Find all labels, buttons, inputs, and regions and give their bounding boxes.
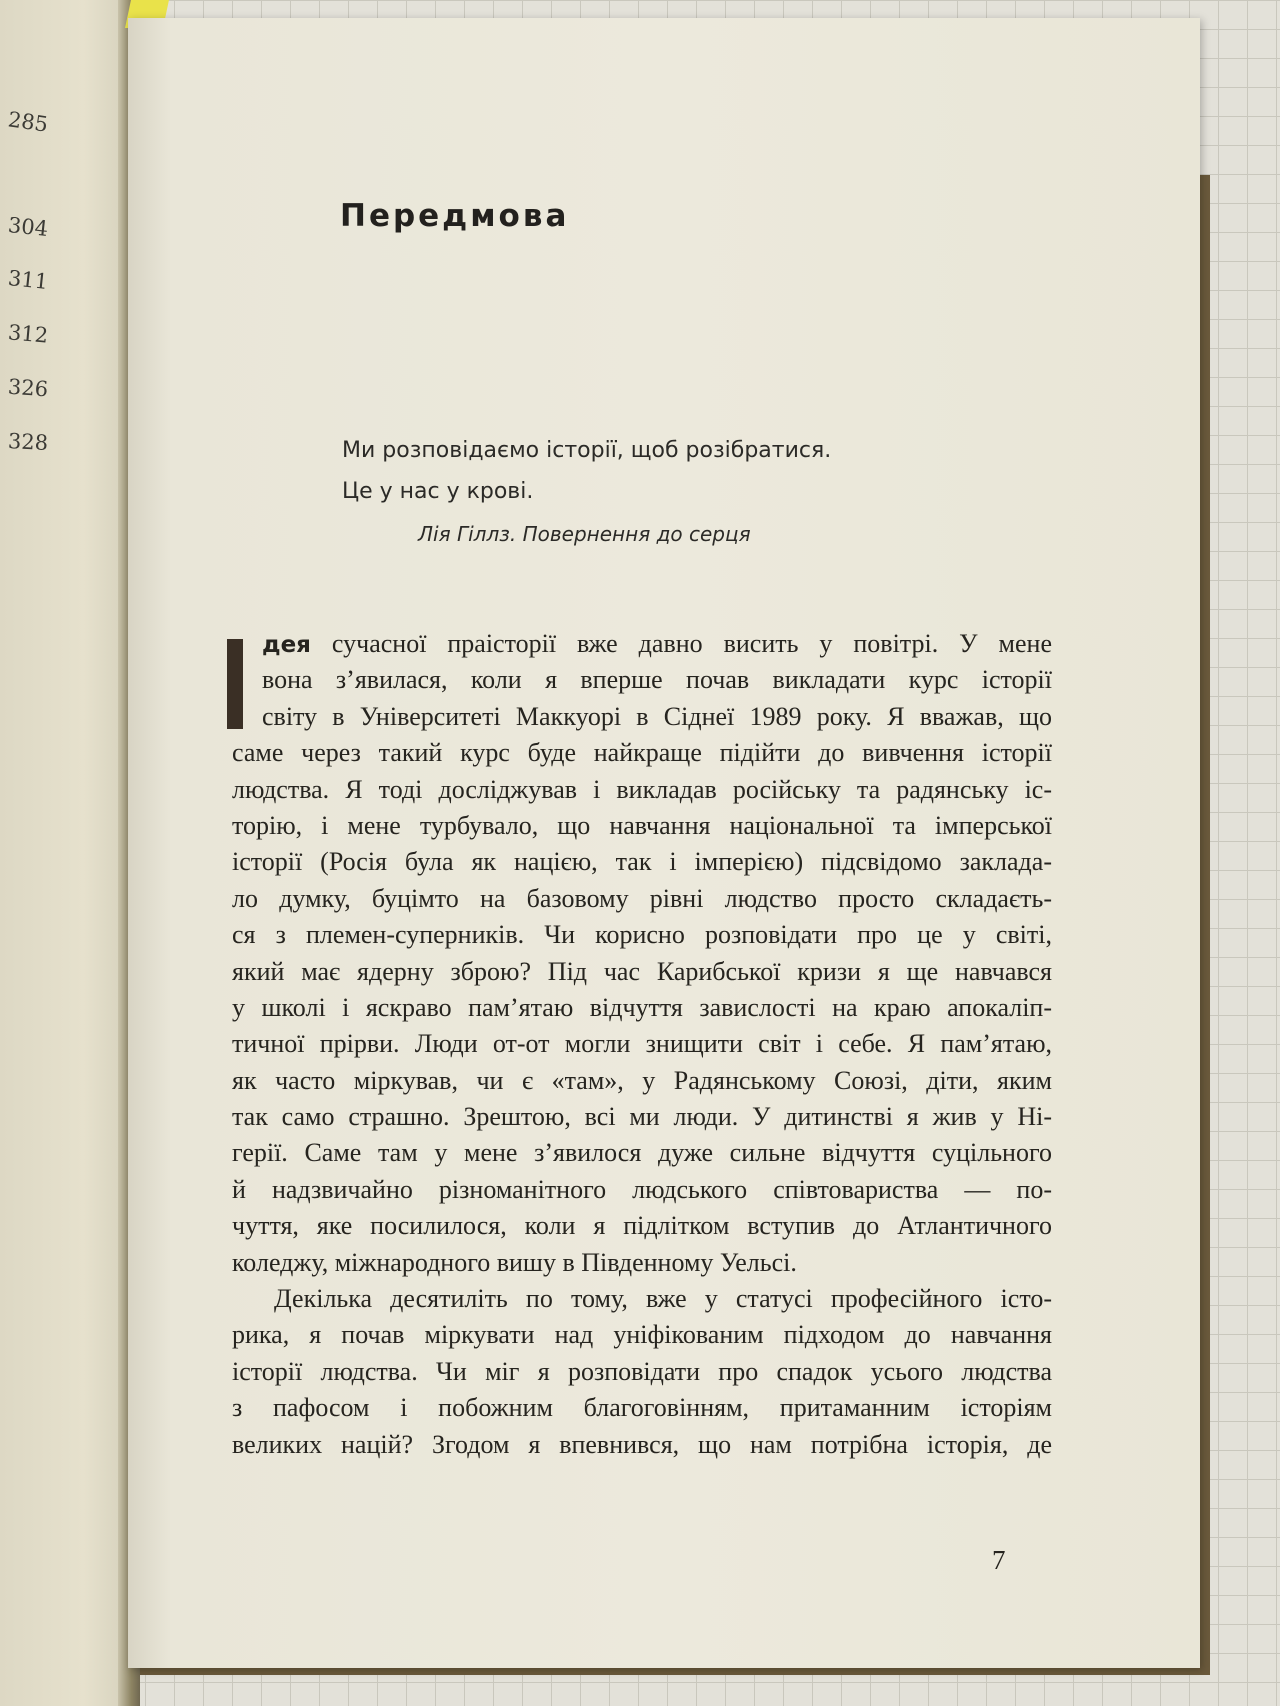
text-line: герії. Саме там у мене з’явилося дуже сильне відчуття суцільного	[232, 1138, 1052, 1168]
text-line: саме через такий курс буде найкраще підійти до вивчення історії	[232, 738, 1052, 768]
text-line: людства. Я тоді досліджував і викладав російську та радянську іс-	[232, 774, 1052, 804]
toc-page-number: 285	[6, 107, 50, 137]
text-line: й надзвичайно різноманітного людського співтовариства — по-	[232, 1174, 1052, 1204]
text-line: коледжу, міжнародного вишу в Південному Уельсі.	[232, 1247, 797, 1277]
text-line: ло думку, буцімто на базовому рівні людство просто складаєть-	[232, 883, 1052, 913]
toc-page-number: 304	[6, 212, 50, 242]
chapter-title: Передмова	[340, 198, 570, 234]
page-number: 7	[992, 1545, 1006, 1575]
epigraph	[342, 430, 831, 512]
text-line: великих націй? Згодом я впевнився, що нам потрібна історія, де	[232, 1429, 1052, 1459]
text-line: який має ядерну зброю? Під час Карибської кризи я ще навчався	[232, 956, 1052, 986]
text-line	[232, 626, 1052, 662]
text-span: сучасної праісторії вже давно висить у повітрі. У мене	[331, 629, 1052, 658]
text-line: як часто міркував, чи є «там», у Радянському Союзі, діти, яким	[232, 1065, 1052, 1095]
toc-page-number: 311	[6, 265, 50, 295]
text-line: Декілька десятиліть по тому, вже у статусі професійного істо-	[274, 1284, 1052, 1314]
epigraph-line: Ми розповідаємо історії, щоб розібратися.	[342, 438, 832, 463]
text-line: у школі і яскраво пам’ятаю відчуття завислості на краю апокаліп-	[232, 992, 1052, 1022]
text-line: вона з’явилася, коли я вперше почав викладати курс історії	[262, 665, 1052, 695]
text-line: ся з племен-суперників. Чи корисно розповідати про це у світі,	[232, 920, 1052, 950]
body-text	[232, 626, 1052, 1463]
text-line: історії людства. Чи міг я розповідати про спадок усього людства	[232, 1356, 1052, 1386]
text-line: історії (Росія була як нацією, так і імперією) підсвідомо заклада-	[232, 847, 1052, 877]
toc-page-number: 326	[7, 374, 49, 402]
toc-page-number: 312	[7, 320, 50, 348]
text-line: торію, і мене турбувало, що навчання національної та імперської	[232, 810, 1052, 840]
text-line: так само страшно. Зрештою, всі ми люди. У дитинстві я жив у Ні-	[232, 1102, 1052, 1132]
text-line: світу в Університеті Маккуорі в Сіднеї 1989 року. Я вважав, що	[262, 701, 1052, 731]
text-line: тичної прірви. Люди от-от могли знищити світ і себе. Я пам’ятаю,	[232, 1029, 1052, 1059]
epigraph-line: Це у нас у крові.	[342, 479, 534, 504]
text-line: з пафосом і побожним благоговінням, притаманним історіям	[232, 1393, 1052, 1423]
text-line: чуття, яке посилилося, коли я підлітком вступив до Атлантичного	[232, 1211, 1052, 1241]
text-line: рика, я почав міркувати над уніфікованим підходом до навчання	[232, 1320, 1052, 1350]
epigraph-source: Лія Гіллз. Повернення до серця	[418, 522, 751, 546]
dropcap-word: дея	[262, 632, 311, 658]
toc-page-number: 328	[7, 428, 49, 456]
